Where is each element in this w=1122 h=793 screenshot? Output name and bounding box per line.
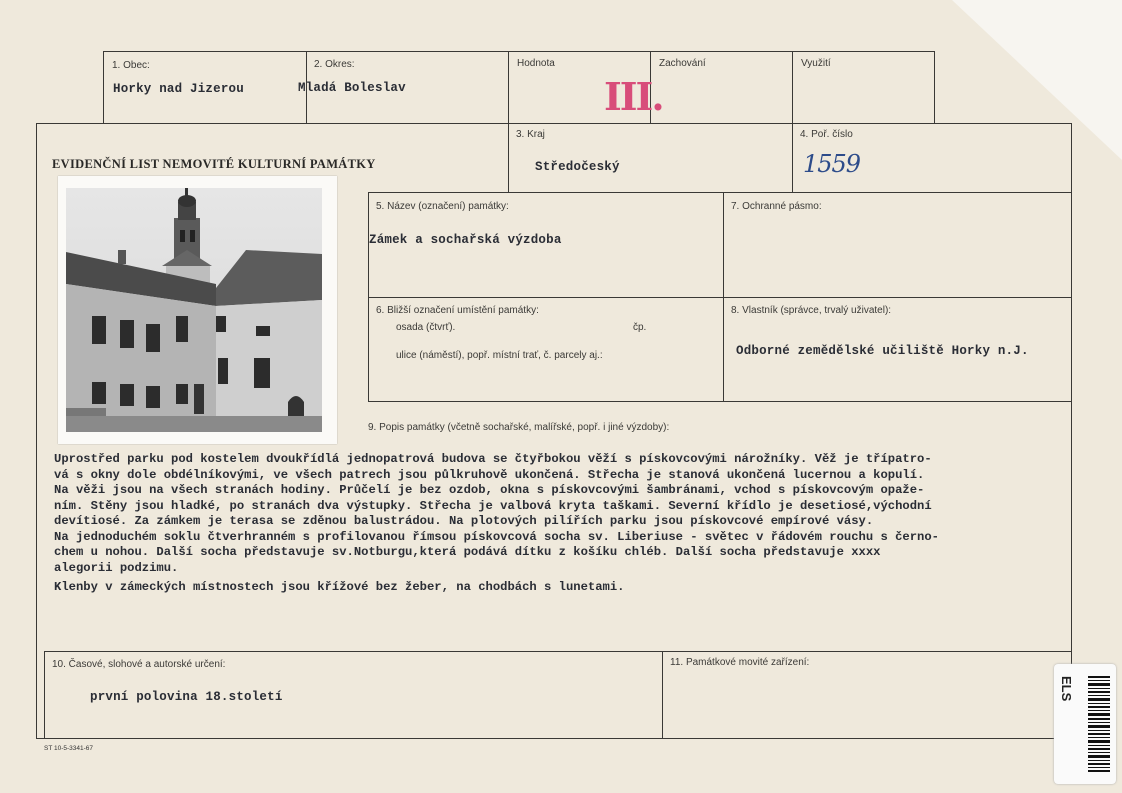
print-code: ST 10-5-3341-67	[44, 745, 94, 752]
description-line: alegorii podzimu.	[54, 560, 179, 575]
ulice-label: ulice (náměstí), popř. místní trať, č. parcely aj.:	[396, 350, 603, 361]
hodnota-label: Hodnota	[517, 58, 555, 69]
osada-label: osada (čtvrť).	[396, 322, 456, 333]
vlastnik-label: 8. Vlastník (správce, trvalý uživatel):	[731, 305, 892, 316]
paper-corner	[952, 0, 1122, 160]
obec-label: 1. Obec:	[112, 60, 150, 71]
casove-label: 10. Časové, slohové a autorské určení:	[52, 659, 226, 670]
umisteni-label: 6. Bližší označení umístění památky:	[376, 305, 539, 316]
popis-label: 9. Popis památky (včetně sochařské, malířské, popř. i jiné výzdoby):	[368, 422, 670, 433]
movite-label: 11. Památkové movité zařízení:	[670, 657, 810, 668]
description-line: Uprostřed parku pod kostelem dvoukřídlá jednopatrová budova se čtyřbokou věží s pískovcovými nárožníky. Věž je třípatro-	[54, 452, 932, 466]
hodnota-value: III.	[604, 74, 663, 119]
description-line: Klenby v zámeckých místnostech jsou křížové bez žeber, na chodbách s lunetami.	[54, 580, 625, 594]
vlastnik-value: Odborné zemědělské učiliště Horky n.J.	[736, 344, 1029, 358]
pasmo-label: 7. Ochranné pásmo:	[731, 201, 822, 212]
nazev-value: Zámek a sochařská výzdoba	[369, 233, 562, 247]
zachovani-label: Zachování	[659, 58, 706, 69]
description-line: Na věži jsou na všech stranách hodiny. Průčelí je bez ozdob, okna s pískovcovými šambránami, vchod s pískovcovým opaže-	[54, 483, 925, 497]
porcislo-value: 1559	[803, 150, 861, 178]
barcode-text: ELS	[1059, 676, 1074, 702]
okres-label: 2. Okres:	[314, 59, 355, 70]
description-text	[54, 452, 1064, 596]
okres-value: Mladá Boleslav	[298, 81, 406, 95]
description-line: devítiosé. Za zámkem je terasa se zděnou balustrádou. Na plotových pilířích parku jsou pískovcové empírové vásy.	[54, 514, 874, 528]
porcislo-label: 4. Poř. číslo	[800, 129, 853, 140]
barcode-label	[1054, 664, 1116, 784]
obec-value: Horky nad Jizerou	[113, 82, 244, 96]
vyuziti-label: Využití	[801, 58, 831, 69]
description-line: Na jednoduchém soklu čtverhranném s profilovanou římsou pískovcová socha sv. Liberiuse - světec v řádovém rouchu s černo-	[54, 529, 939, 544]
building-photo	[58, 176, 337, 444]
kraj-value: Středočeský	[535, 160, 620, 174]
document-title: EVIDENČNÍ LIST NEMOVITÉ KULTURNÍ PAMÁTKY	[52, 157, 376, 171]
casove-value: první polovina 18.století	[90, 690, 283, 704]
description-line: ním. Stěny jsou hladké, po stranách dva výstupky. Střecha je valbová kryta taškami. Severní křídlo je desetiosé,východní	[54, 498, 932, 513]
nazev-label: 5. Název (označení) památky:	[376, 201, 509, 212]
kraj-label: 3. Kraj	[516, 129, 545, 140]
cp-label: čp.	[633, 322, 647, 333]
description-line: chem u nohou. Další socha představuje sv.Notburgu,která podává dítku z košíku chléb. Další socha představuje xxxx	[54, 545, 881, 559]
description-line: vá s okny dole obdélníkovými, ve všech patrech jsou půlkruhově ukončená. Střecha je stanová ukončená lucernou a kopulí.	[54, 467, 925, 482]
barcode-icon	[1088, 674, 1110, 774]
